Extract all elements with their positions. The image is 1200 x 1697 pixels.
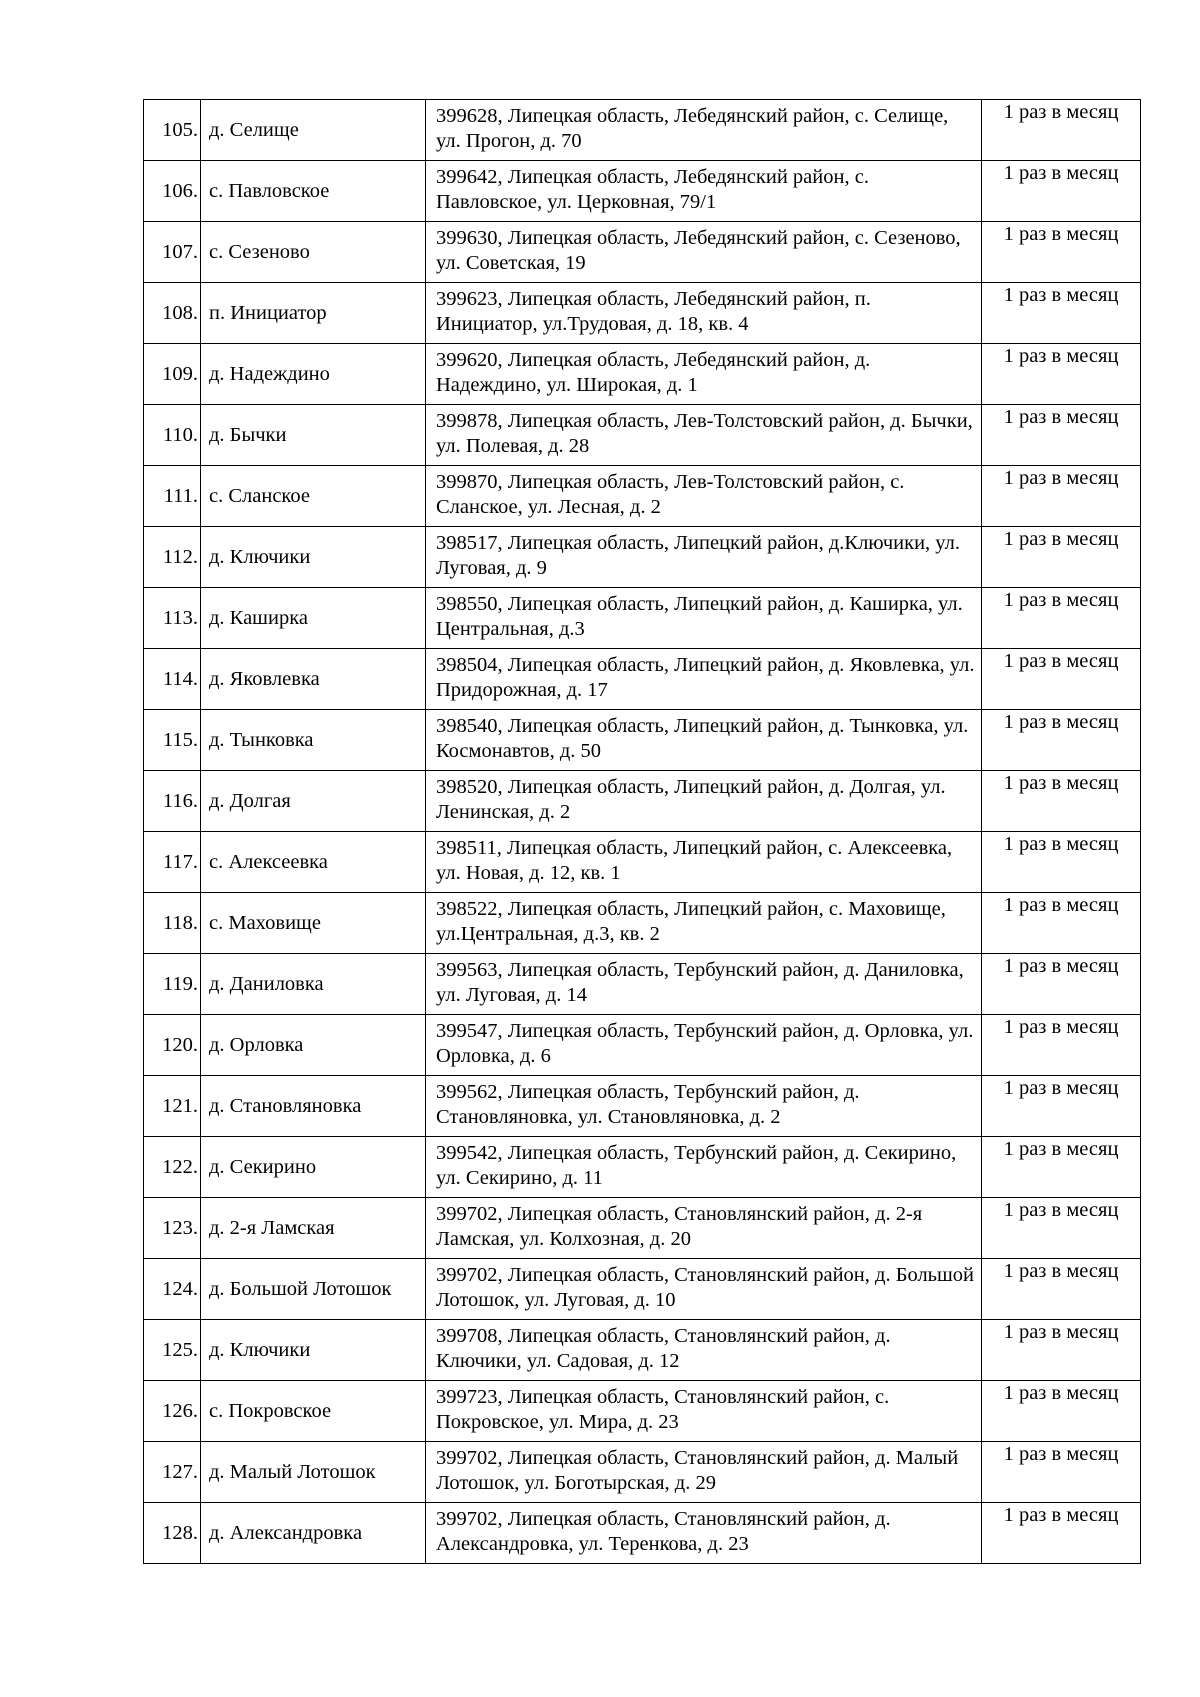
table-row: [144, 161, 1141, 222]
settlement-address: 399630, Липецкая область, Лебедянский район, с. Сезеново, ул. Советская, 19: [426, 222, 982, 283]
settlement-address: 399623, Липецкая область, Лебедянский район, п. Инициатор, ул.Трудовая, д. 18, кв. 4: [426, 283, 982, 344]
settlement-name: д. Тынковка: [201, 710, 426, 771]
row-number: 117.: [144, 832, 201, 893]
visit-frequency: 1 раз в месяц: [982, 1076, 1141, 1137]
visit-frequency: 1 раз в месяц: [982, 1381, 1141, 1442]
row-number: 113.: [144, 588, 201, 649]
table-row: [144, 588, 1141, 649]
row-number: 108.: [144, 283, 201, 344]
visit-frequency: 1 раз в месяц: [982, 832, 1141, 893]
settlement-address: 398517, Липецкая область, Липецкий район, д.Ключики, ул. Луговая, д. 9: [426, 527, 982, 588]
settlement-address: 399562, Липецкая область, Тербунский район, д. Становляновка, ул. Становляновка, д. 2: [426, 1076, 982, 1137]
row-number: 125.: [144, 1320, 201, 1381]
settlement-name: д. Секирино: [201, 1137, 426, 1198]
settlement-address: 399542, Липецкая область, Тербунский район, д. Секирино, ул. Секирино, д. 11: [426, 1137, 982, 1198]
row-number: 128.: [144, 1503, 201, 1564]
row-number: 126.: [144, 1381, 201, 1442]
settlement-name: д. Большой Лотошок: [201, 1259, 426, 1320]
visit-frequency: 1 раз в месяц: [982, 893, 1141, 954]
settlements-table: [143, 99, 1141, 1564]
settlement-name: д. Бычки: [201, 405, 426, 466]
row-number: 127.: [144, 1442, 201, 1503]
settlement-name: д. 2-я Ламская: [201, 1198, 426, 1259]
visit-frequency: 1 раз в месяц: [982, 1015, 1141, 1076]
settlement-name: п. Инициатор: [201, 283, 426, 344]
row-number: 109.: [144, 344, 201, 405]
row-number: 122.: [144, 1137, 201, 1198]
settlement-address: 399628, Липецкая область, Лебедянский район, с. Селище, ул. Прогон, д. 70: [426, 100, 982, 161]
settlement-name: д. Надеждино: [201, 344, 426, 405]
row-number: 116.: [144, 771, 201, 832]
table-row: [144, 466, 1141, 527]
row-number: 115.: [144, 710, 201, 771]
table-row: [144, 954, 1141, 1015]
row-number: 124.: [144, 1259, 201, 1320]
settlement-name: с. Алексеевка: [201, 832, 426, 893]
settlements-table-body: [144, 100, 1141, 1564]
table-row: [144, 527, 1141, 588]
settlement-address: 399702, Липецкая область, Становлянский район, д. Александровка, ул. Теренкова, д. 23: [426, 1503, 982, 1564]
settlement-address: 399723, Липецкая область, Становлянский район, с. Покровское, ул. Мира, д. 23: [426, 1381, 982, 1442]
table-row: [144, 1015, 1141, 1076]
table-row: [144, 1137, 1141, 1198]
visit-frequency: 1 раз в месяц: [982, 1198, 1141, 1259]
table-row: [144, 222, 1141, 283]
visit-frequency: 1 раз в месяц: [982, 649, 1141, 710]
visit-frequency: 1 раз в месяц: [982, 1442, 1141, 1503]
row-number: 121.: [144, 1076, 201, 1137]
visit-frequency: 1 раз в месяц: [982, 1503, 1141, 1564]
visit-frequency: 1 раз в месяц: [982, 466, 1141, 527]
visit-frequency: 1 раз в месяц: [982, 100, 1141, 161]
visit-frequency: 1 раз в месяц: [982, 1137, 1141, 1198]
table-row: [144, 649, 1141, 710]
settlement-address: 399642, Липецкая область, Лебедянский район, с. Павловское, ул. Церковная, 79/1: [426, 161, 982, 222]
visit-frequency: 1 раз в месяц: [982, 1320, 1141, 1381]
settlement-name: д. Селище: [201, 100, 426, 161]
settlement-address: 399702, Липецкая область, Становлянский район, д. Малый Лотошок, ул. Боготырская, д. 29: [426, 1442, 982, 1503]
row-number: 114.: [144, 649, 201, 710]
settlement-address: 399563, Липецкая область, Тербунский район, д. Даниловка, ул. Луговая, д. 14: [426, 954, 982, 1015]
settlement-address: 398550, Липецкая область, Липецкий район, д. Каширка, ул. Центральная, д.3: [426, 588, 982, 649]
visit-frequency: 1 раз в месяц: [982, 161, 1141, 222]
row-number: 111.: [144, 466, 201, 527]
row-number: 107.: [144, 222, 201, 283]
settlement-name: д. Яковлевка: [201, 649, 426, 710]
table-row: [144, 710, 1141, 771]
settlement-address: 398540, Липецкая область, Липецкий район, д. Тынковка, ул. Космонавтов, д. 50: [426, 710, 982, 771]
table-row: [144, 1442, 1141, 1503]
visit-frequency: 1 раз в месяц: [982, 222, 1141, 283]
row-number: 119.: [144, 954, 201, 1015]
settlement-address: 399702, Липецкая область, Становлянский район, д. 2-я Ламская, ул. Колхозная, д. 20: [426, 1198, 982, 1259]
settlement-address: 399870, Липецкая область, Лев-Толстовский район, с. Сланское, ул. Лесная, д. 2: [426, 466, 982, 527]
settlement-address: 398511, Липецкая область, Липецкий район, с. Алексеевка, ул. Новая, д. 12, кв. 1: [426, 832, 982, 893]
settlement-name: д. Долгая: [201, 771, 426, 832]
settlement-name: д. Ключики: [201, 527, 426, 588]
settlement-address: 398522, Липецкая область, Липецкий район, с. Маховище, ул.Центральная, д.3, кв. 2: [426, 893, 982, 954]
settlement-name: д. Александровка: [201, 1503, 426, 1564]
settlement-address: 399878, Липецкая область, Лев-Толстовский район, д. Бычки, ул. Полевая, д. 28: [426, 405, 982, 466]
settlement-name: с. Сезеново: [201, 222, 426, 283]
visit-frequency: 1 раз в месяц: [982, 954, 1141, 1015]
visit-frequency: 1 раз в месяц: [982, 405, 1141, 466]
visit-frequency: 1 раз в месяц: [982, 710, 1141, 771]
row-number: 123.: [144, 1198, 201, 1259]
table-row: [144, 283, 1141, 344]
settlement-address: 399702, Липецкая область, Становлянский район, д. Большой Лотошок, ул. Луговая, д. 10: [426, 1259, 982, 1320]
settlement-address: 399620, Липецкая область, Лебедянский район, д. Надеждино, ул. Широкая, д. 1: [426, 344, 982, 405]
table-row: [144, 1076, 1141, 1137]
row-number: 112.: [144, 527, 201, 588]
settlement-name: д. Даниловка: [201, 954, 426, 1015]
row-number: 106.: [144, 161, 201, 222]
table-row: [144, 1259, 1141, 1320]
row-number: 118.: [144, 893, 201, 954]
settlement-name: с. Покровское: [201, 1381, 426, 1442]
visit-frequency: 1 раз в месяц: [982, 588, 1141, 649]
row-number: 110.: [144, 405, 201, 466]
table-row: [144, 100, 1141, 161]
settlement-address: 399547, Липецкая область, Тербунский район, д. Орловка, ул. Орловка, д. 6: [426, 1015, 982, 1076]
visit-frequency: 1 раз в месяц: [982, 771, 1141, 832]
visit-frequency: 1 раз в месяц: [982, 527, 1141, 588]
table-row: [144, 893, 1141, 954]
settlement-name: с. Павловское: [201, 161, 426, 222]
visit-frequency: 1 раз в месяц: [982, 344, 1141, 405]
settlement-name: д. Малый Лотошок: [201, 1442, 426, 1503]
table-row: [144, 1381, 1141, 1442]
settlement-address: 398520, Липецкая область, Липецкий район, д. Долгая, ул. Ленинская, д. 2: [426, 771, 982, 832]
table-row: [144, 344, 1141, 405]
settlement-name: с. Сланское: [201, 466, 426, 527]
table-row: [144, 1198, 1141, 1259]
row-number: 105.: [144, 100, 201, 161]
row-number: 120.: [144, 1015, 201, 1076]
table-row: [144, 832, 1141, 893]
settlement-name: с. Маховище: [201, 893, 426, 954]
settlement-name: д. Ключики: [201, 1320, 426, 1381]
table-row: [144, 1503, 1141, 1564]
settlement-name: д. Становляновка: [201, 1076, 426, 1137]
visit-frequency: 1 раз в месяц: [982, 1259, 1141, 1320]
table-row: [144, 405, 1141, 466]
settlement-name: д. Каширка: [201, 588, 426, 649]
settlement-name: д. Орловка: [201, 1015, 426, 1076]
settlement-address: 399708, Липецкая область, Становлянский район, д. Ключики, ул. Садовая, д. 12: [426, 1320, 982, 1381]
table-row: [144, 771, 1141, 832]
settlement-address: 398504, Липецкая область, Липецкий район, д. Яковлевка, ул. Придорожная, д. 17: [426, 649, 982, 710]
table-row: [144, 1320, 1141, 1381]
visit-frequency: 1 раз в месяц: [982, 283, 1141, 344]
